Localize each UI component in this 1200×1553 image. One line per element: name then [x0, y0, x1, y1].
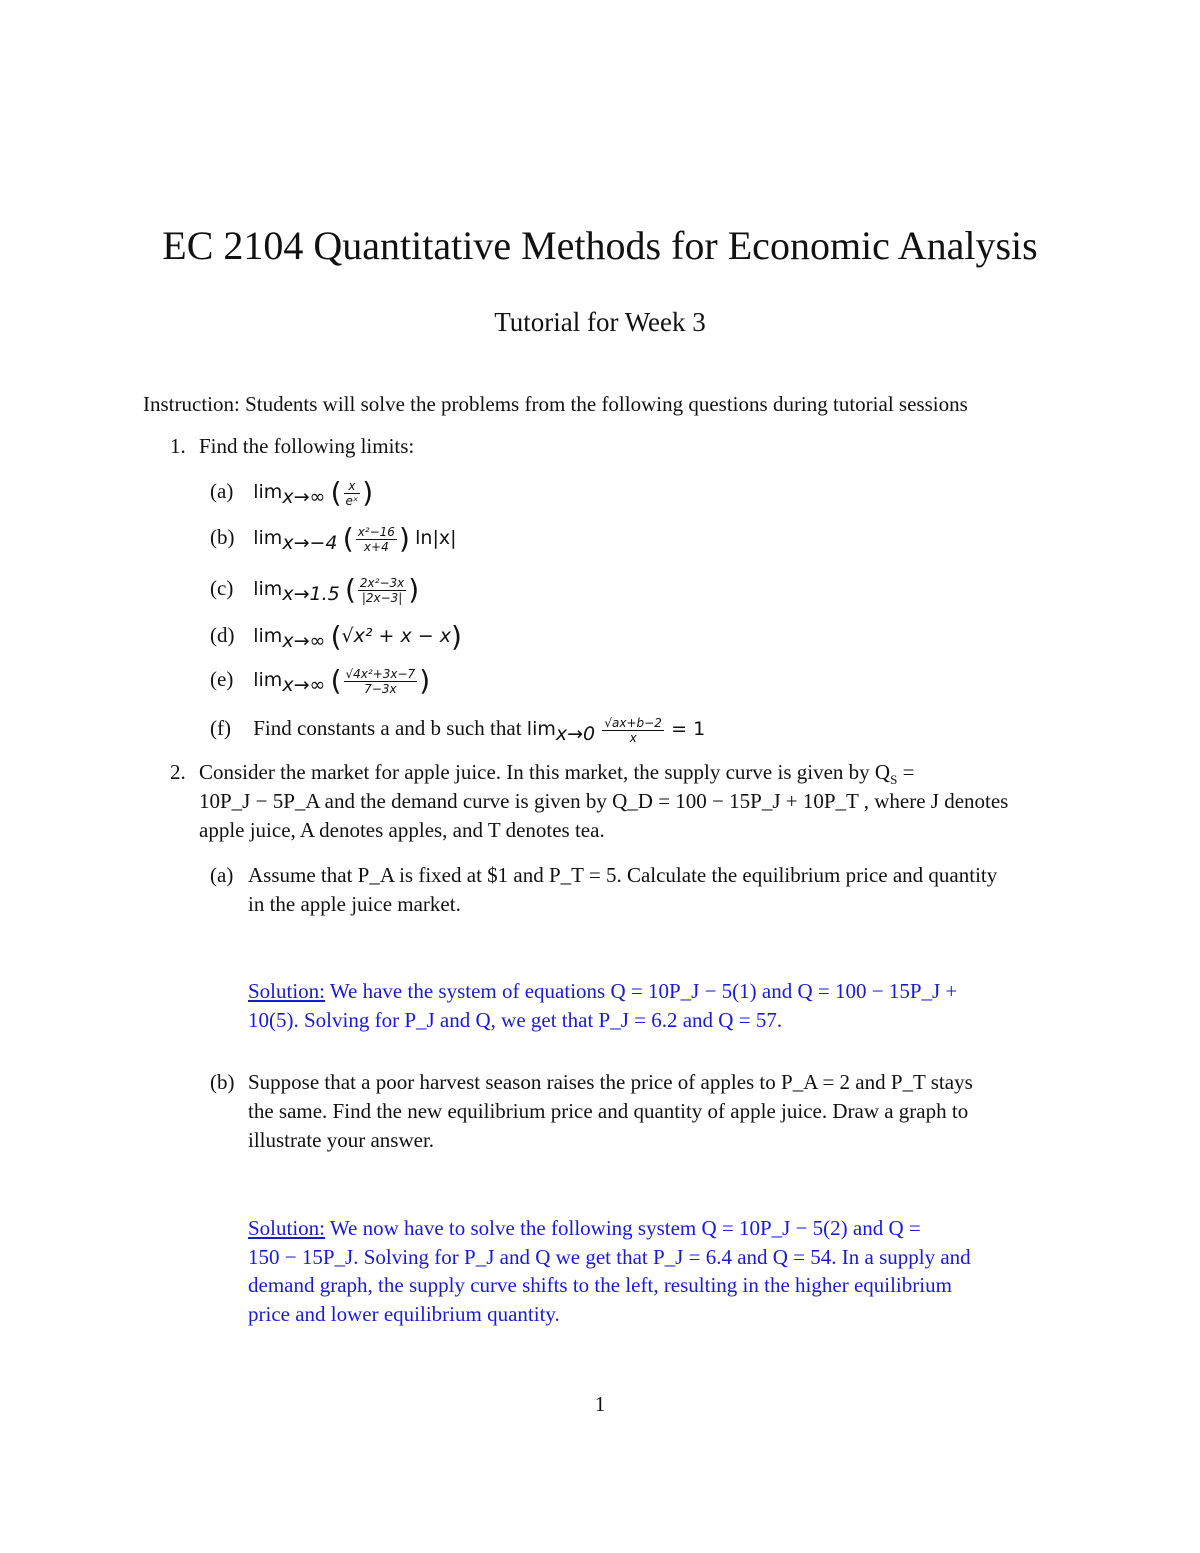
limit-d-expression: √x² + x − x — [341, 625, 451, 647]
limit-b-fraction — [356, 525, 397, 554]
limit-b-denominator: x+4 — [363, 539, 389, 554]
part-a-line-1: Assume that P_A is fixed at $1 and P_T = 5. Calculate the equilibrium price and quantity — [248, 863, 998, 887]
limit-a-denominator: eˣ — [345, 493, 359, 508]
lim-operator: lim — [253, 481, 283, 503]
limit-a-numerator: x — [344, 479, 361, 494]
limit-c: (c) $\lim_{x\to 1.5}$ ( $\frac{\text{2x²−3x}}{|2x-3|}$ ) — [210, 573, 420, 607]
limit-e-numerator: √4x²+3x−7 — [345, 666, 416, 681]
question-2-line-1-text: Consider the market for apple juice. In this market, the supply curve is given by Q — [199, 760, 891, 784]
limit-f-numerator: √ax+b−2 — [604, 715, 662, 730]
part-b-solution-text-1: We now have to solve the following system Q = 10P_J − 5(2) and Q = — [325, 1216, 921, 1240]
part-a-label: (a) — [210, 863, 234, 887]
limit-f-fraction — [602, 716, 663, 745]
limit-a-label: (a) — [210, 479, 234, 503]
limit-f-denominator: x — [629, 730, 637, 745]
lim-operator: lim — [253, 625, 283, 647]
limit-d-subscript: x→∞ — [282, 630, 326, 653]
lim-operator: lim — [253, 578, 283, 600]
part-b-solution-line-3: demand graph, the supply curve shifts to the left, resulting in the higher equilibrium — [248, 1273, 952, 1297]
limit-b-tail: ln|x| — [415, 527, 457, 549]
limit-f — [210, 713, 705, 745]
part-b-line-1: Suppose that a poor harvest season raises the price of apples to P_A = 2 and P_T stays — [248, 1070, 973, 1094]
document-subtitle: Tutorial for Week 3 — [494, 307, 706, 337]
question-1-text: Find the following limits: — [199, 434, 415, 458]
question-2-line-1 — [199, 758, 1061, 786]
part-b-solution-line-2: 150 − 15P_J. Solving for P_J and Q we get that P_J = 6.4 and Q = 54. In a supply and — [248, 1245, 971, 1269]
limit-e: (e) $\lim_{x\to\infty}$ ( $\frac{\text{√4x²+3x−7}}{7-3x}$ ) — [210, 664, 431, 698]
document-title: EC 2104 Quantitative Methods for Economic Analysis — [162, 223, 1038, 268]
limit-d: (d) $\lim_{x\to\infty} (√x^2 + x - x)$ — [210, 620, 462, 654]
limit-c-denominator: |2x−3| — [361, 590, 403, 605]
question-2-line-1-end: = — [897, 760, 915, 784]
limit-e-denominator: 7−3x — [364, 681, 397, 696]
limit-c-label: (c) — [210, 576, 234, 600]
lim-operator: lim — [253, 669, 283, 691]
part-b-line-3: illustrate your answer. — [248, 1128, 435, 1152]
limit-f-label: (f) — [210, 716, 231, 740]
part-a-solution-line-2: 10(5). Solving for P_J and Q, we get that P_J = 6.2 and Q = 57. — [248, 1008, 783, 1032]
part-b-solution-line-1 — [248, 1214, 921, 1243]
question-2-number: 2. — [170, 760, 186, 784]
part-b-label: (b) — [210, 1070, 235, 1094]
limit-a-subscript: x→∞ — [282, 486, 326, 509]
lim-operator: lim — [526, 718, 556, 740]
limit-a-fraction — [344, 479, 361, 508]
page-number: 1 — [594, 1392, 606, 1416]
limit-b-subscript: x→−4 — [282, 532, 338, 555]
instruction-text: Instruction: Students will solve the problems from the following questions during tutorial sessions — [143, 392, 968, 416]
part-a-solution-text-1: We have the system of equations Q = 10P_J − 5(1) and Q = 100 − 15P_J + — [325, 979, 958, 1003]
solution-heading: Solution: — [248, 979, 326, 1003]
question-2-line-1-sub: S — [890, 772, 898, 788]
limit-f-tail: = 1 — [671, 718, 706, 740]
question-2-line-3: apple juice, A denotes apples, and T denotes tea. — [199, 818, 605, 842]
limit-b-numerator: x²−16 — [357, 524, 395, 539]
limit-c-numerator: 2x²−3x — [359, 575, 405, 590]
limit-c-subscript: x→1.5 — [282, 583, 340, 606]
solution-heading: Solution: — [248, 1216, 326, 1240]
limit-f-text: Find constants a and b such that — [253, 716, 522, 740]
question-2-line-2: 10P_J − 5P_A and the demand curve is given by Q_D = 100 − 15P_J + 10P_T , where J denotes — [199, 789, 1009, 813]
limit-e-label: (e) — [210, 667, 234, 691]
limit-c-fraction — [358, 576, 406, 605]
lim-operator: lim — [253, 527, 283, 549]
limit-b-label: (b) — [210, 525, 235, 549]
part-a-line-2: in the apple juice market. — [248, 892, 461, 916]
limit-e-fraction — [344, 667, 418, 696]
limit-a: (a) $\lim_{x\to\infty}$ ( $\frac{x}{\text{eˣ}}$ ) — [210, 476, 374, 510]
limit-f-subscript: x→0 — [555, 723, 596, 746]
part-b-solution-line-4: price and lower equilibrium quantity. — [248, 1302, 560, 1326]
limit-e-subscript: x→∞ — [282, 674, 326, 697]
part-a-solution-line-1 — [248, 977, 957, 1006]
question-1-number: 1. — [170, 434, 186, 458]
part-b-line-2: the same. Find the new equilibrium price and quantity of apple juice. Draw a graph to — [248, 1099, 969, 1123]
limit-b: (b) $\lim_{x\to-4}$ ( $\frac{\text{x²−16}}{x+4}$ ) ln|x| — [210, 522, 457, 556]
limit-d-label: (d) — [210, 623, 235, 647]
